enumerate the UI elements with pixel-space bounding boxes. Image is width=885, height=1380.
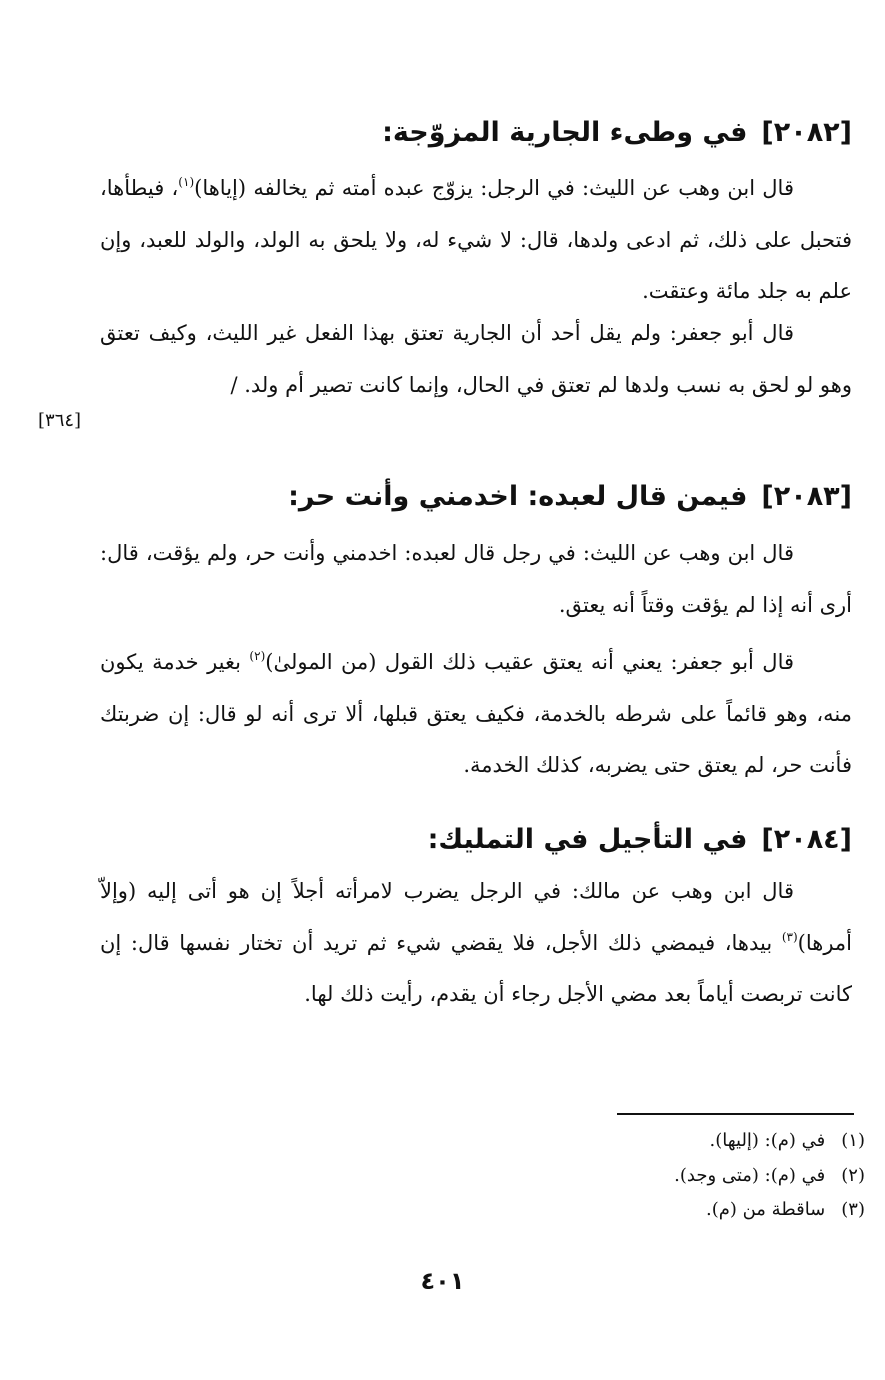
section-title: في التأجيل في التمليك:	[427, 824, 748, 855]
footnote-text: في (م): (متى وجد).	[674, 1165, 826, 1186]
section-number: [٢٠٨٤]	[761, 824, 852, 855]
footnote-text: ساقطة من (م).	[705, 1199, 826, 1220]
paragraph: قال أبو جعفر: ولم يقل أحد أن الجارية تعتق بهذا الفعل غير الليث، وكيف تعتق وهو لو لحق به نسب ولدها لم تعتق في الحال، وإنما كانت تصير أم ولد. /	[100, 321, 852, 397]
page-number: ٤٠١	[420, 1267, 465, 1295]
footnote-ref: (٣)	[781, 929, 798, 944]
paragraph: قال أبو جعفر: يعني أنه يعتق عقيب ذلك القول (من المولىٰ)$^{(٢)}$ بغير خدمة يكون منه، وهو قائماً على شرطه بالخدمة، فكيف يعتق قبلها، ألا ترى أنه لو قال: إن ضربتك فأنت حر، لم يعتق حتى يضربه، كذلك الخدمة.	[100, 649, 852, 777]
footnote-number: (٢)	[841, 1165, 865, 1186]
paragraph: قال ابن وهب عن الليث: في الرجل: يزوّج عبده أمته ثم يخالفه (إياها)$^{(١)}$، فيطأها، فتحبل على ذلك، ثم ادعى ولدها، قال: لا شيء له، ولا يلحق به الولد، والولد للعبد، وإن علم به جلد مائة وعتقت.	[100, 175, 852, 303]
section-title: فيمن قال لعبده: اخدمني وأنت حر:	[288, 481, 748, 512]
section-title: في وطىء الجارية المزوّجة:	[382, 117, 748, 148]
paragraph: قال ابن وهب عن الليث: في رجل قال لعبده: اخدمني وأنت حر، ولم يؤقت، قال: أرى أنه إذا لم يؤقت وقتاً أنه يعتق.	[100, 541, 852, 617]
paragraph: قال ابن وهب عن مالك: في الرجل يضرب لامرأته أجلاً إن هو أتى إليه (وإلاّ أمرها)$^{(٣)}$ بيدها، فيمضي ذلك الأجل، فلا يقضي شيء ثم تريد أن تختار نفسها قال: إن كانت تربصت أياماً بعد مضي الأجل رجاء أن يقدم، رأيت ذلك لها.	[100, 879, 852, 1006]
footnote-ref: (١)	[178, 175, 195, 189]
footnote	[709, 1128, 865, 1154]
footnote-ref: (٢)	[249, 649, 266, 663]
margin-page-ref: [٣٦٤]	[38, 410, 82, 431]
footnote-number: (١)	[841, 1130, 865, 1151]
section-number: [٢٠٨٣]	[761, 481, 852, 512]
section-heading-2082	[100, 116, 852, 150]
section-heading-2084	[100, 823, 852, 857]
footnote-text: في (م): (إليها).	[709, 1130, 826, 1151]
section-heading-2083	[100, 480, 852, 514]
footnote	[674, 1163, 865, 1189]
section-number: [٢٠٨٢]	[761, 117, 852, 148]
footnote	[706, 1197, 865, 1223]
footnote-divider	[617, 1113, 854, 1115]
footnote-number: (٣)	[841, 1199, 865, 1220]
